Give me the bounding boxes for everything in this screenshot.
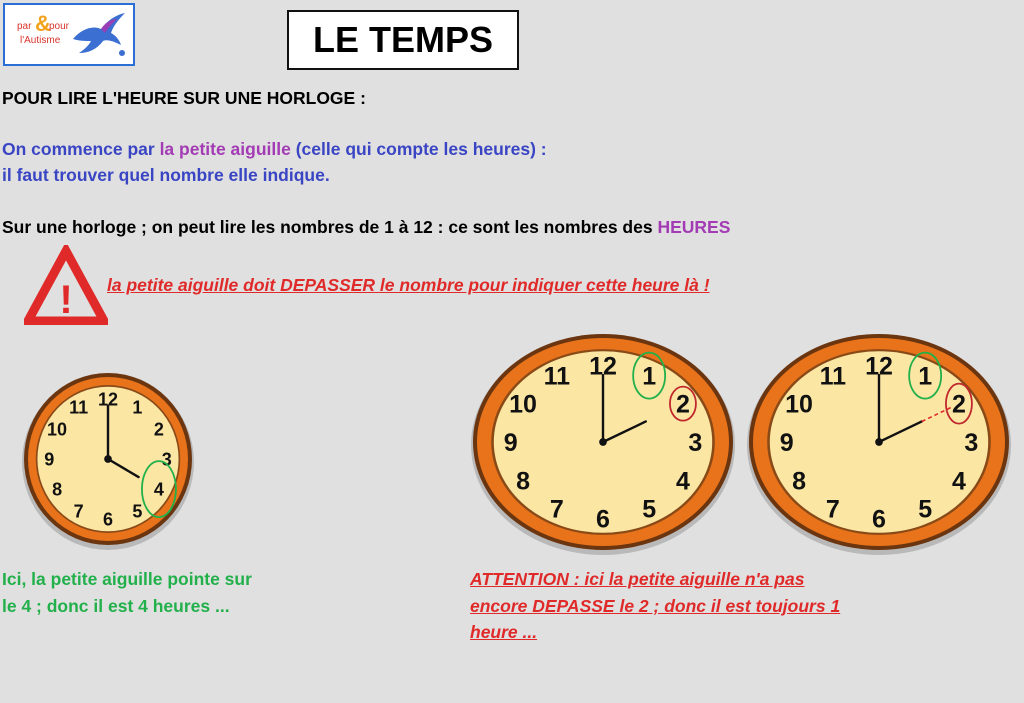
clock-number-4: 4 xyxy=(675,467,690,496)
logo-text-par: par xyxy=(17,21,32,32)
clock-number-8: 8 xyxy=(52,479,63,500)
caption-right-line-1: ATTENTION : ici la petite aiguille n'a pas xyxy=(470,569,805,589)
clock-number-7: 7 xyxy=(549,495,564,524)
clock-number-9: 9 xyxy=(779,429,794,457)
clock-number-9: 9 xyxy=(44,449,55,470)
clock-number-6: 6 xyxy=(872,505,886,534)
clock-number-12: 12 xyxy=(97,389,119,410)
clock-number-9: 9 xyxy=(503,429,518,457)
clock-number-10: 10 xyxy=(509,390,537,419)
intro-text-2: (celle qui compte les heures) : xyxy=(290,139,547,159)
clock-number-1: 1 xyxy=(642,362,657,391)
clock-one-oclock-a xyxy=(470,330,740,555)
clock-number-6: 6 xyxy=(102,509,114,530)
hours-line xyxy=(2,217,730,238)
clock-number-7: 7 xyxy=(73,501,84,522)
clock-center xyxy=(599,438,607,446)
hours-text: Sur une horloge ; on peut lire les nombres de 1 à 12 : ce sont les nombres des xyxy=(2,217,658,237)
logo-ampersand: & xyxy=(35,11,51,36)
logo xyxy=(3,3,135,66)
intro-line-1 xyxy=(2,139,547,160)
clock-number-4: 4 xyxy=(951,467,966,496)
clock-number-6: 6 xyxy=(596,505,610,534)
clock-number-5: 5 xyxy=(132,501,143,522)
clock-number-5: 5 xyxy=(642,495,657,524)
intro-highlight: la petite aiguille xyxy=(159,139,291,159)
clock-number-2: 2 xyxy=(153,419,164,440)
warning-icon-label: ! xyxy=(59,278,73,322)
clock-number-10: 10 xyxy=(47,419,68,440)
hummingbird-icon xyxy=(67,9,131,61)
clock-number-12: 12 xyxy=(865,352,893,381)
clock-number-7: 7 xyxy=(825,495,840,524)
clock-number-11: 11 xyxy=(543,362,571,391)
clock-number-4: 4 xyxy=(153,479,164,500)
clock-number-12: 12 xyxy=(589,352,617,381)
caption-left-line-2: le 4 ; donc il est 4 heures ... xyxy=(2,596,230,616)
clock-one-oclock-b xyxy=(746,330,1016,555)
clock-number-1: 1 xyxy=(918,362,933,391)
hours-highlight: HEURES xyxy=(657,217,731,237)
clock-number-2: 2 xyxy=(675,390,690,419)
clock-number-3: 3 xyxy=(688,429,703,457)
caption-right-line-2: encore DEPASSE le 2 ; donc il est toujours 1 xyxy=(470,596,841,616)
intro-text-1: On commence par xyxy=(2,139,160,159)
clock-center xyxy=(875,438,883,446)
warning-text: la petite aiguille doit DEPASSER le nombre pour indiquer cette heure là ! xyxy=(107,275,710,295)
clock-number-11: 11 xyxy=(69,397,89,418)
clock-number-3: 3 xyxy=(964,429,979,457)
clock-number-8: 8 xyxy=(792,467,807,496)
clock-number-2: 2 xyxy=(951,390,966,419)
clock-number-8: 8 xyxy=(516,467,531,496)
clock-number-10: 10 xyxy=(785,390,813,419)
clock-four-oclock xyxy=(22,370,196,550)
warning-icon xyxy=(24,245,108,325)
logo-text-autisme: l'Autisme xyxy=(20,35,61,46)
logo-text-pour: pour xyxy=(49,21,70,32)
clock-number-11: 11 xyxy=(819,362,847,391)
section-heading: POUR LIRE L'HEURE SUR UNE HORLOGE : xyxy=(2,88,366,108)
caption-left-line-1: Ici, la petite aiguille pointe sur xyxy=(2,569,252,589)
caption-right-line-3: heure ... xyxy=(470,622,538,642)
clock-number-1: 1 xyxy=(132,397,143,418)
intro-line-2: il faut trouver quel nombre elle indique. xyxy=(2,165,330,185)
page-title: LE TEMPS xyxy=(287,10,519,70)
clock-center xyxy=(104,455,112,463)
clock-number-3: 3 xyxy=(161,449,172,470)
clock-number-5: 5 xyxy=(918,495,933,524)
